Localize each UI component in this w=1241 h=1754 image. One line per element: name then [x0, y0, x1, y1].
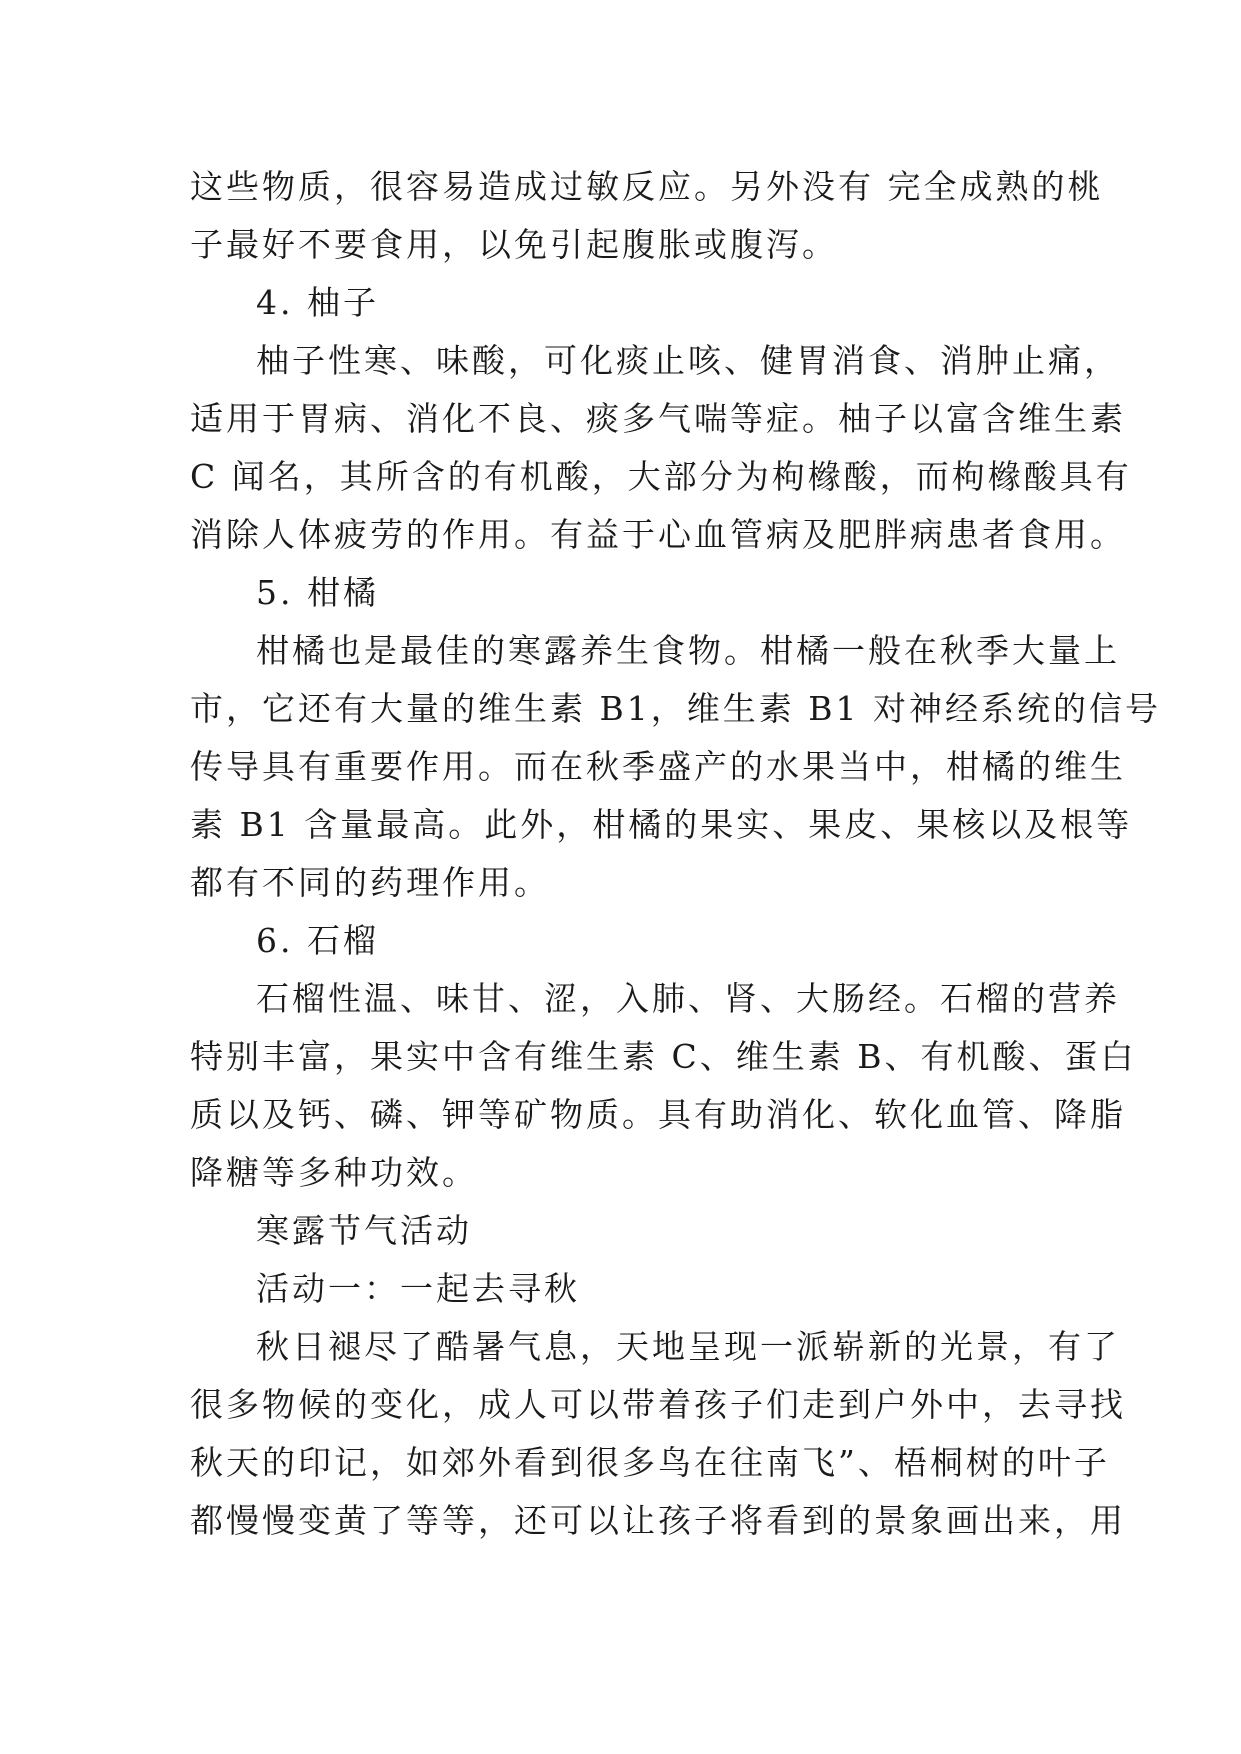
text-line-4: 柚子性寒、味酸，可化痰止咳、健胃消食、消肿止痛， — [256, 341, 1120, 380]
text-line-9: 柑橘也是最佳的寒露养生食物。柑橘一般在秋季大量上 — [256, 631, 1120, 670]
text-line-21: 秋日褪尽了酷暑气息，天地呈现一派崭新的光景，有了 — [256, 1327, 1120, 1366]
text-line-23: 秋天的印记，如郊外看到很多鸟在往南飞”、梧桐树的叶子 — [190, 1443, 1110, 1482]
text-line-10: 市，它还有大量的维生素 B1，维生素 B1 对神经系统的信号 — [190, 689, 1161, 728]
section-heading-pomegranate: 6. 石榴 — [256, 921, 379, 960]
text-line-11: 传导具有重要作用。而在秋季盛产的水果当中，柑橘的维生 — [190, 747, 1126, 786]
text-line-16: 特别丰富，果实中含有维生素 C、维生素 B、有机酸、蛋白 — [190, 1037, 1137, 1076]
text-line-17: 质以及钙、磷、钾等矿物质。具有助消化、软化血管、降脂 — [190, 1095, 1126, 1134]
text-line-1: 这些物质，很容易造成过敏反应。另外没有 完全成熟的桃 — [190, 167, 1104, 206]
section-heading-pomelo: 4. 柚子 — [256, 283, 379, 322]
text-line-24: 都慢慢变黄了等等，还可以让孩子将看到的景象画出来，用 — [190, 1501, 1126, 1540]
text-line-5: 适用于胃病、消化不良、痰多气喘等症。柚子以富含维生素 — [190, 399, 1126, 438]
text-line-22: 很多物候的变化，成人可以带着孩子们走到户外中，去寻找 — [190, 1385, 1126, 1424]
activity-heading-1: 活动一：一起去寻秋 — [256, 1269, 580, 1308]
text-line-13: 都有不同的药理作用。 — [190, 863, 550, 902]
text-line-18: 降糖等多种功效。 — [190, 1153, 478, 1192]
section-heading-activities: 寒露节气活动 — [256, 1211, 472, 1250]
section-heading-tangerine: 5. 柑橘 — [256, 573, 379, 612]
text-line-7: 消除人体疲劳的作用。有益于心血管病及肥胖病患者食用。 — [190, 515, 1126, 554]
text-line-2: 子最好不要食用，以免引起腹胀或腹泻。 — [190, 225, 838, 264]
text-line-6: C 闻名，其所含的有机酸，大部分为枸橼酸，而枸橼酸具有 — [190, 457, 1132, 496]
text-line-12: 素 B1 含量最高。此外，柑橘的果实、果皮、果核以及根等 — [190, 805, 1133, 844]
text-line-15: 石榴性温、味甘、涩，入肺、肾、大肠经。石榴的营养 — [256, 979, 1120, 1018]
